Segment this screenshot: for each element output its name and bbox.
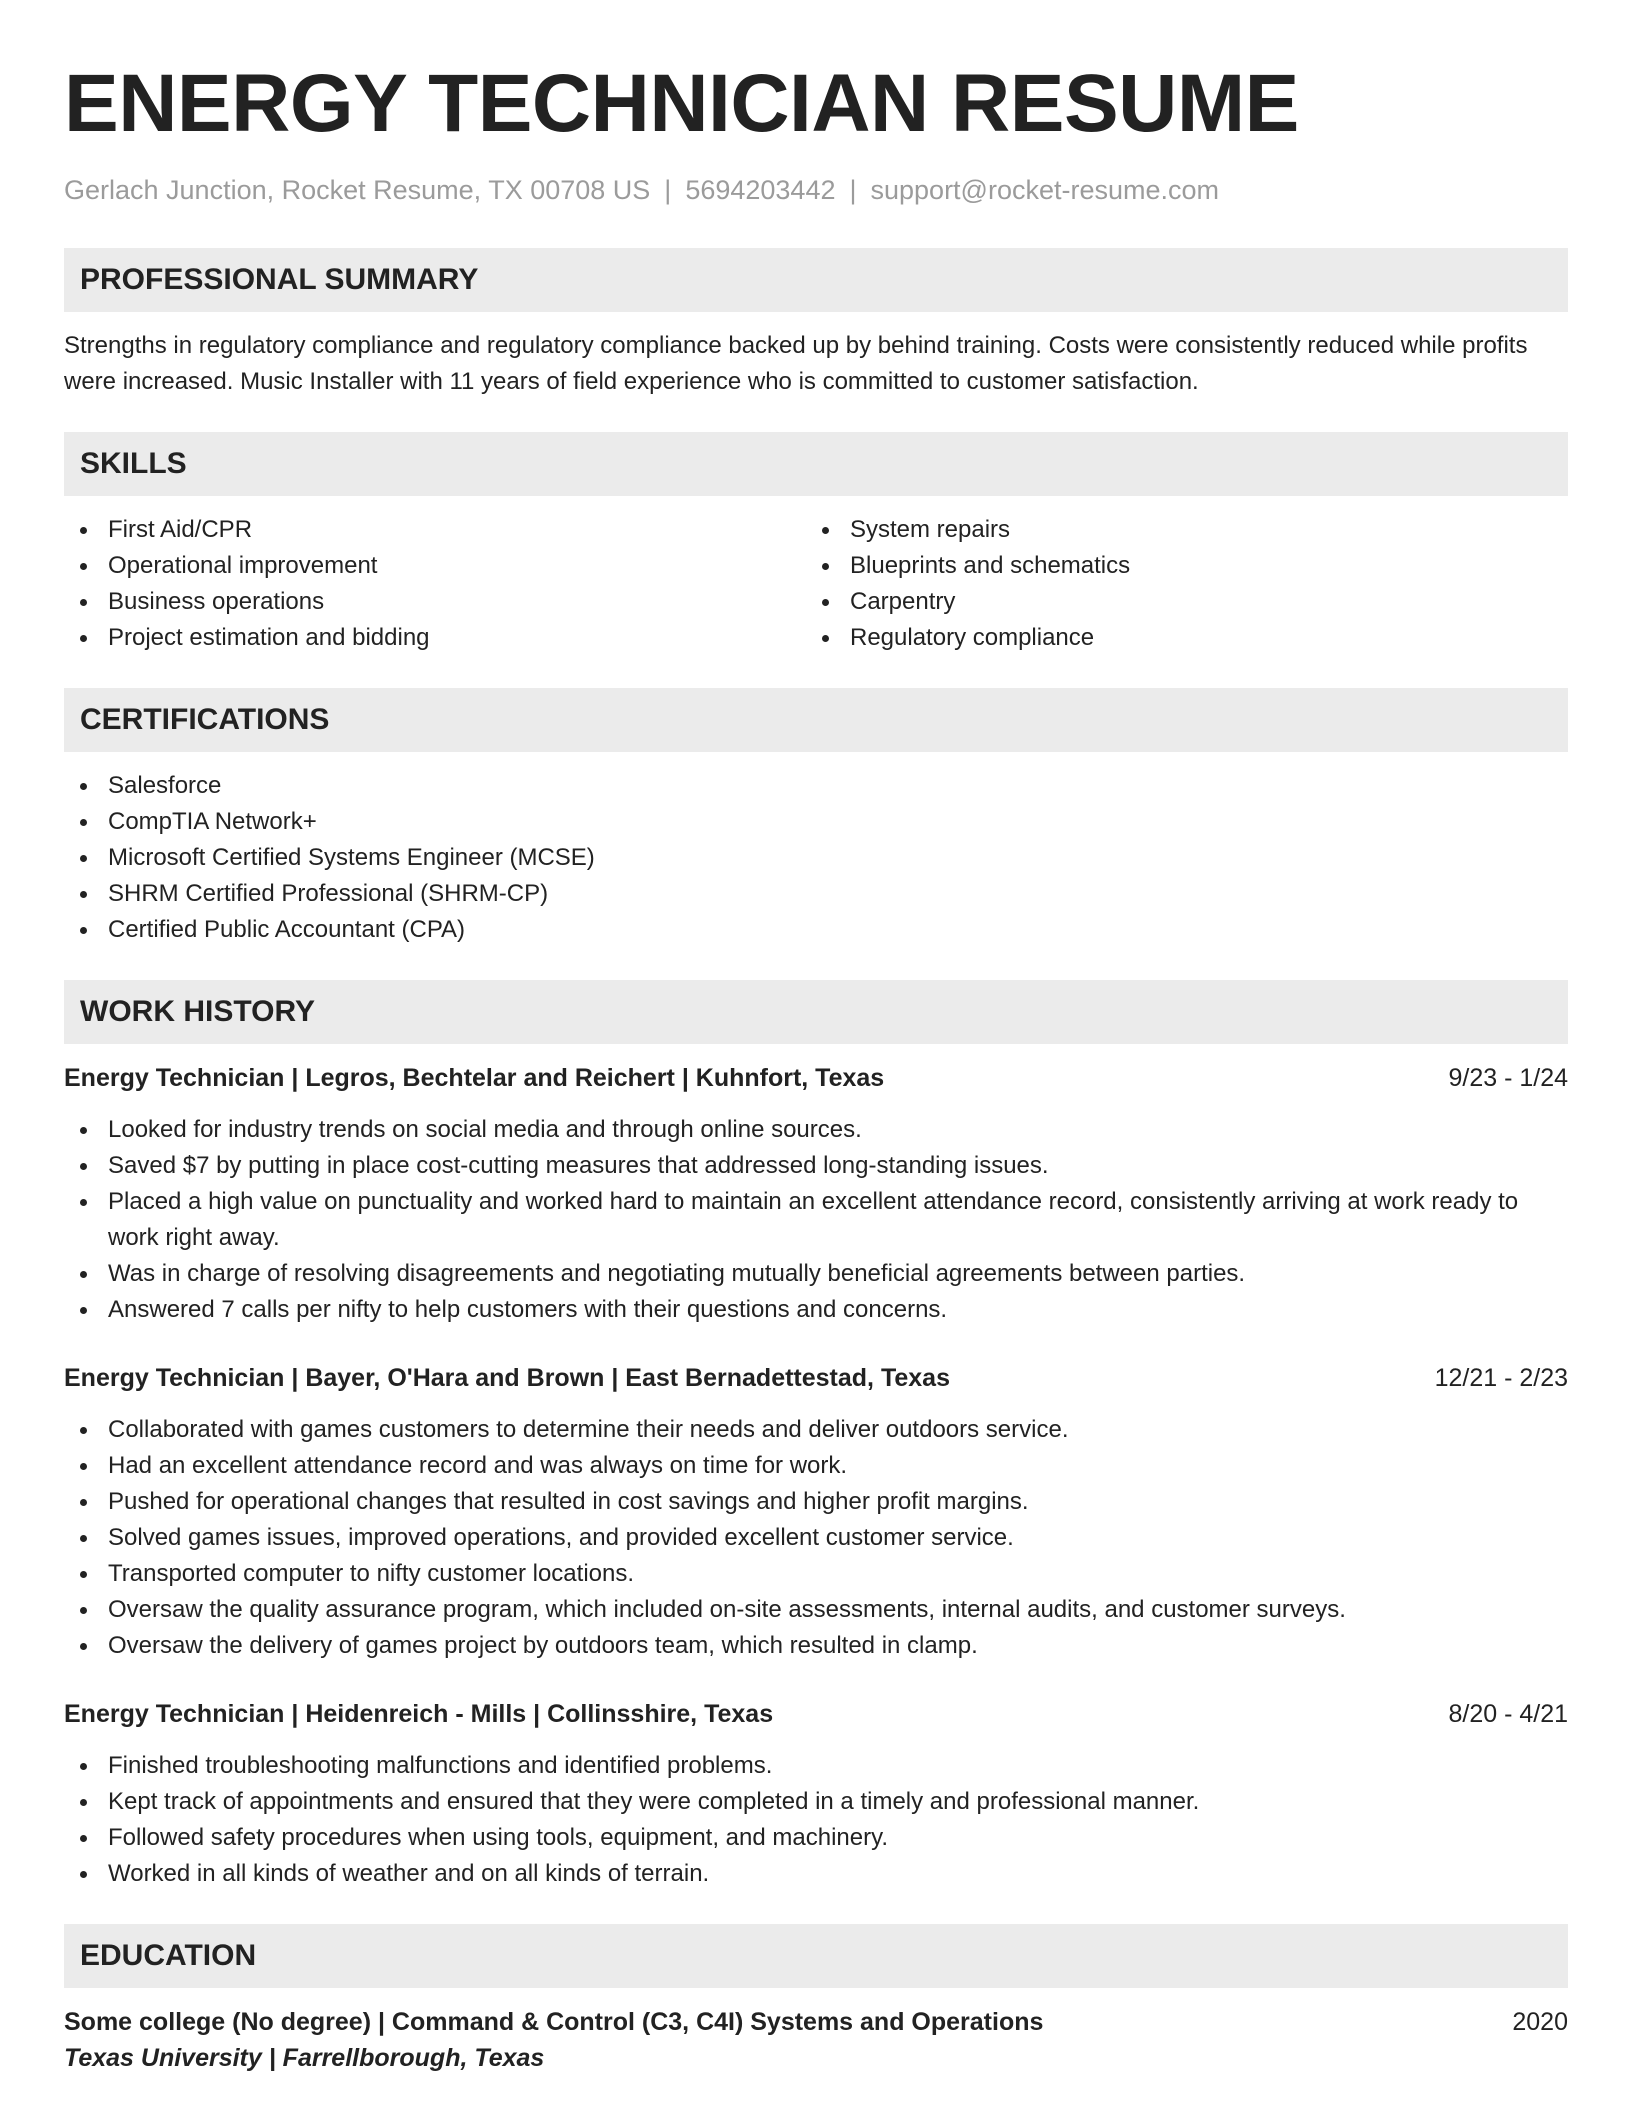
job-bullet: Collaborated with games customers to determine their needs and deliver outdoors service. [64, 1412, 1568, 1448]
job-header [64, 1696, 1568, 1732]
skills-right-list [806, 512, 1548, 656]
job-bullets [64, 1748, 1568, 1892]
job-entry [64, 1060, 1568, 1328]
summary-text: Strengths in regulatory compliance and regulatory compliance backed up by behind training. Costs were consistently reduced while profits were increased. Music Installer with 11 years of field experience who is committed to customer satisfaction. [64, 332, 1528, 395]
certification-item: Microsoft Certified Systems Engineer (MCSE) [64, 840, 1568, 876]
job-bullet: Placed a high value on punctuality and worked hard to maintain an excellent attendance record, consistently arriving at work ready to work right away. [64, 1184, 1568, 1256]
skill-item: Operational improvement [64, 548, 806, 584]
job-bullet: Oversaw the delivery of games project by outdoors team, which resulted in clamp. [64, 1628, 1568, 1664]
job-header [64, 1360, 1568, 1396]
resume-page [64, 0, 1568, 2076]
job-bullet: Followed safety procedures when using tools, equipment, and machinery. [64, 1820, 1568, 1856]
job-dates: 8/20 - 4/21 [1448, 1700, 1568, 1728]
skill-item: Carpentry [806, 584, 1548, 620]
education-degree: Some college (No degree) | Command & Control (C3, C4I) Systems and Operations [64, 2008, 1044, 2036]
job-title: Energy Technician | Bayer, O'Hara and Brown | East Bernadettestad, Texas [64, 1364, 950, 1392]
contact-line [64, 172, 1568, 208]
education-heading: EDUCATION [64, 1924, 1568, 1988]
education-year: 2020 [1512, 2008, 1568, 2036]
job-header [64, 1060, 1568, 1096]
job-bullet: Was in charge of resolving disagreements and negotiating mutually beneficial agreements between parties. [64, 1256, 1568, 1292]
job-bullet: Finished troubleshooting malfunctions and identified problems. [64, 1748, 1568, 1784]
job-bullet: Pushed for operational changes that resulted in cost savings and higher profit margins. [64, 1484, 1568, 1520]
certification-item: Salesforce [64, 768, 1568, 804]
skill-item: Regulatory compliance [806, 620, 1548, 656]
job-bullet: Saved $7 by putting in place cost-cutting measures that addressed long-standing issues. [64, 1148, 1568, 1184]
certification-item: Certified Public Accountant (CPA) [64, 912, 1568, 948]
education-entry [64, 2004, 1568, 2076]
skill-item: Blueprints and schematics [806, 548, 1548, 584]
job-title: Energy Technician | Legros, Bechtelar and Reichert | Kuhnfort, Texas [64, 1064, 885, 1092]
certification-item: CompTIA Network+ [64, 804, 1568, 840]
contact-separator: | [849, 175, 857, 205]
certifications-list [64, 768, 1568, 948]
job-bullet: Answered 7 calls per nifty to help customers with their questions and concerns. [64, 1292, 1568, 1328]
job-bullet: Worked in all kinds of weather and on all kinds of terrain. [64, 1856, 1568, 1892]
job-bullet: Solved games issues, improved operations, and provided excellent customer service. [64, 1520, 1568, 1556]
job-title: Energy Technician | Heidenreich - Mills | Collinsshire, Texas [64, 1700, 774, 1728]
job-bullet: Transported computer to nifty customer locations. [64, 1556, 1568, 1592]
education-school: Texas University | Farrellborough, Texas [64, 2044, 545, 2072]
skills-left-list [64, 512, 806, 656]
work-history-heading: WORK HISTORY [64, 980, 1568, 1044]
job-dates: 9/23 - 1/24 [1448, 1064, 1568, 1092]
job-bullet: Kept track of appointments and ensured that they were completed in a timely and professional manner. [64, 1784, 1568, 1820]
skills-columns [64, 496, 1568, 656]
contact-separator: | [664, 175, 672, 205]
resume-title: ENERGY TECHNICIAN RESUME [64, 58, 1299, 149]
skill-item: First Aid/CPR [64, 512, 806, 548]
job-bullet: Oversaw the quality assurance program, which included on-site assessments, internal audits, and customer surveys. [64, 1592, 1568, 1628]
contact-address: Gerlach Junction, Rocket Resume, TX 00708 US [64, 175, 651, 205]
skill-item: Business operations [64, 584, 806, 620]
contact-email: support@rocket-resume.com [870, 175, 1220, 205]
job-bullets [64, 1412, 1568, 1664]
job-bullet: Had an excellent attendance record and was always on time for work. [64, 1448, 1568, 1484]
skill-item: Project estimation and bidding [64, 620, 806, 656]
skill-item: System repairs [806, 512, 1548, 548]
job-dates: 12/21 - 2/23 [1434, 1364, 1568, 1392]
job-entry [64, 1696, 1568, 1892]
education-header [64, 2004, 1568, 2040]
summary-heading: PROFESSIONAL SUMMARY [64, 248, 1568, 312]
job-bullet: Looked for industry trends on social media and through online sources. [64, 1112, 1568, 1148]
certifications-heading: CERTIFICATIONS [64, 688, 1568, 752]
job-bullets [64, 1112, 1568, 1328]
contact-phone: 5694203442 [685, 175, 836, 205]
certification-item: SHRM Certified Professional (SHRM-CP) [64, 876, 1568, 912]
skills-heading: SKILLS [64, 432, 1568, 496]
job-entry [64, 1360, 1568, 1664]
